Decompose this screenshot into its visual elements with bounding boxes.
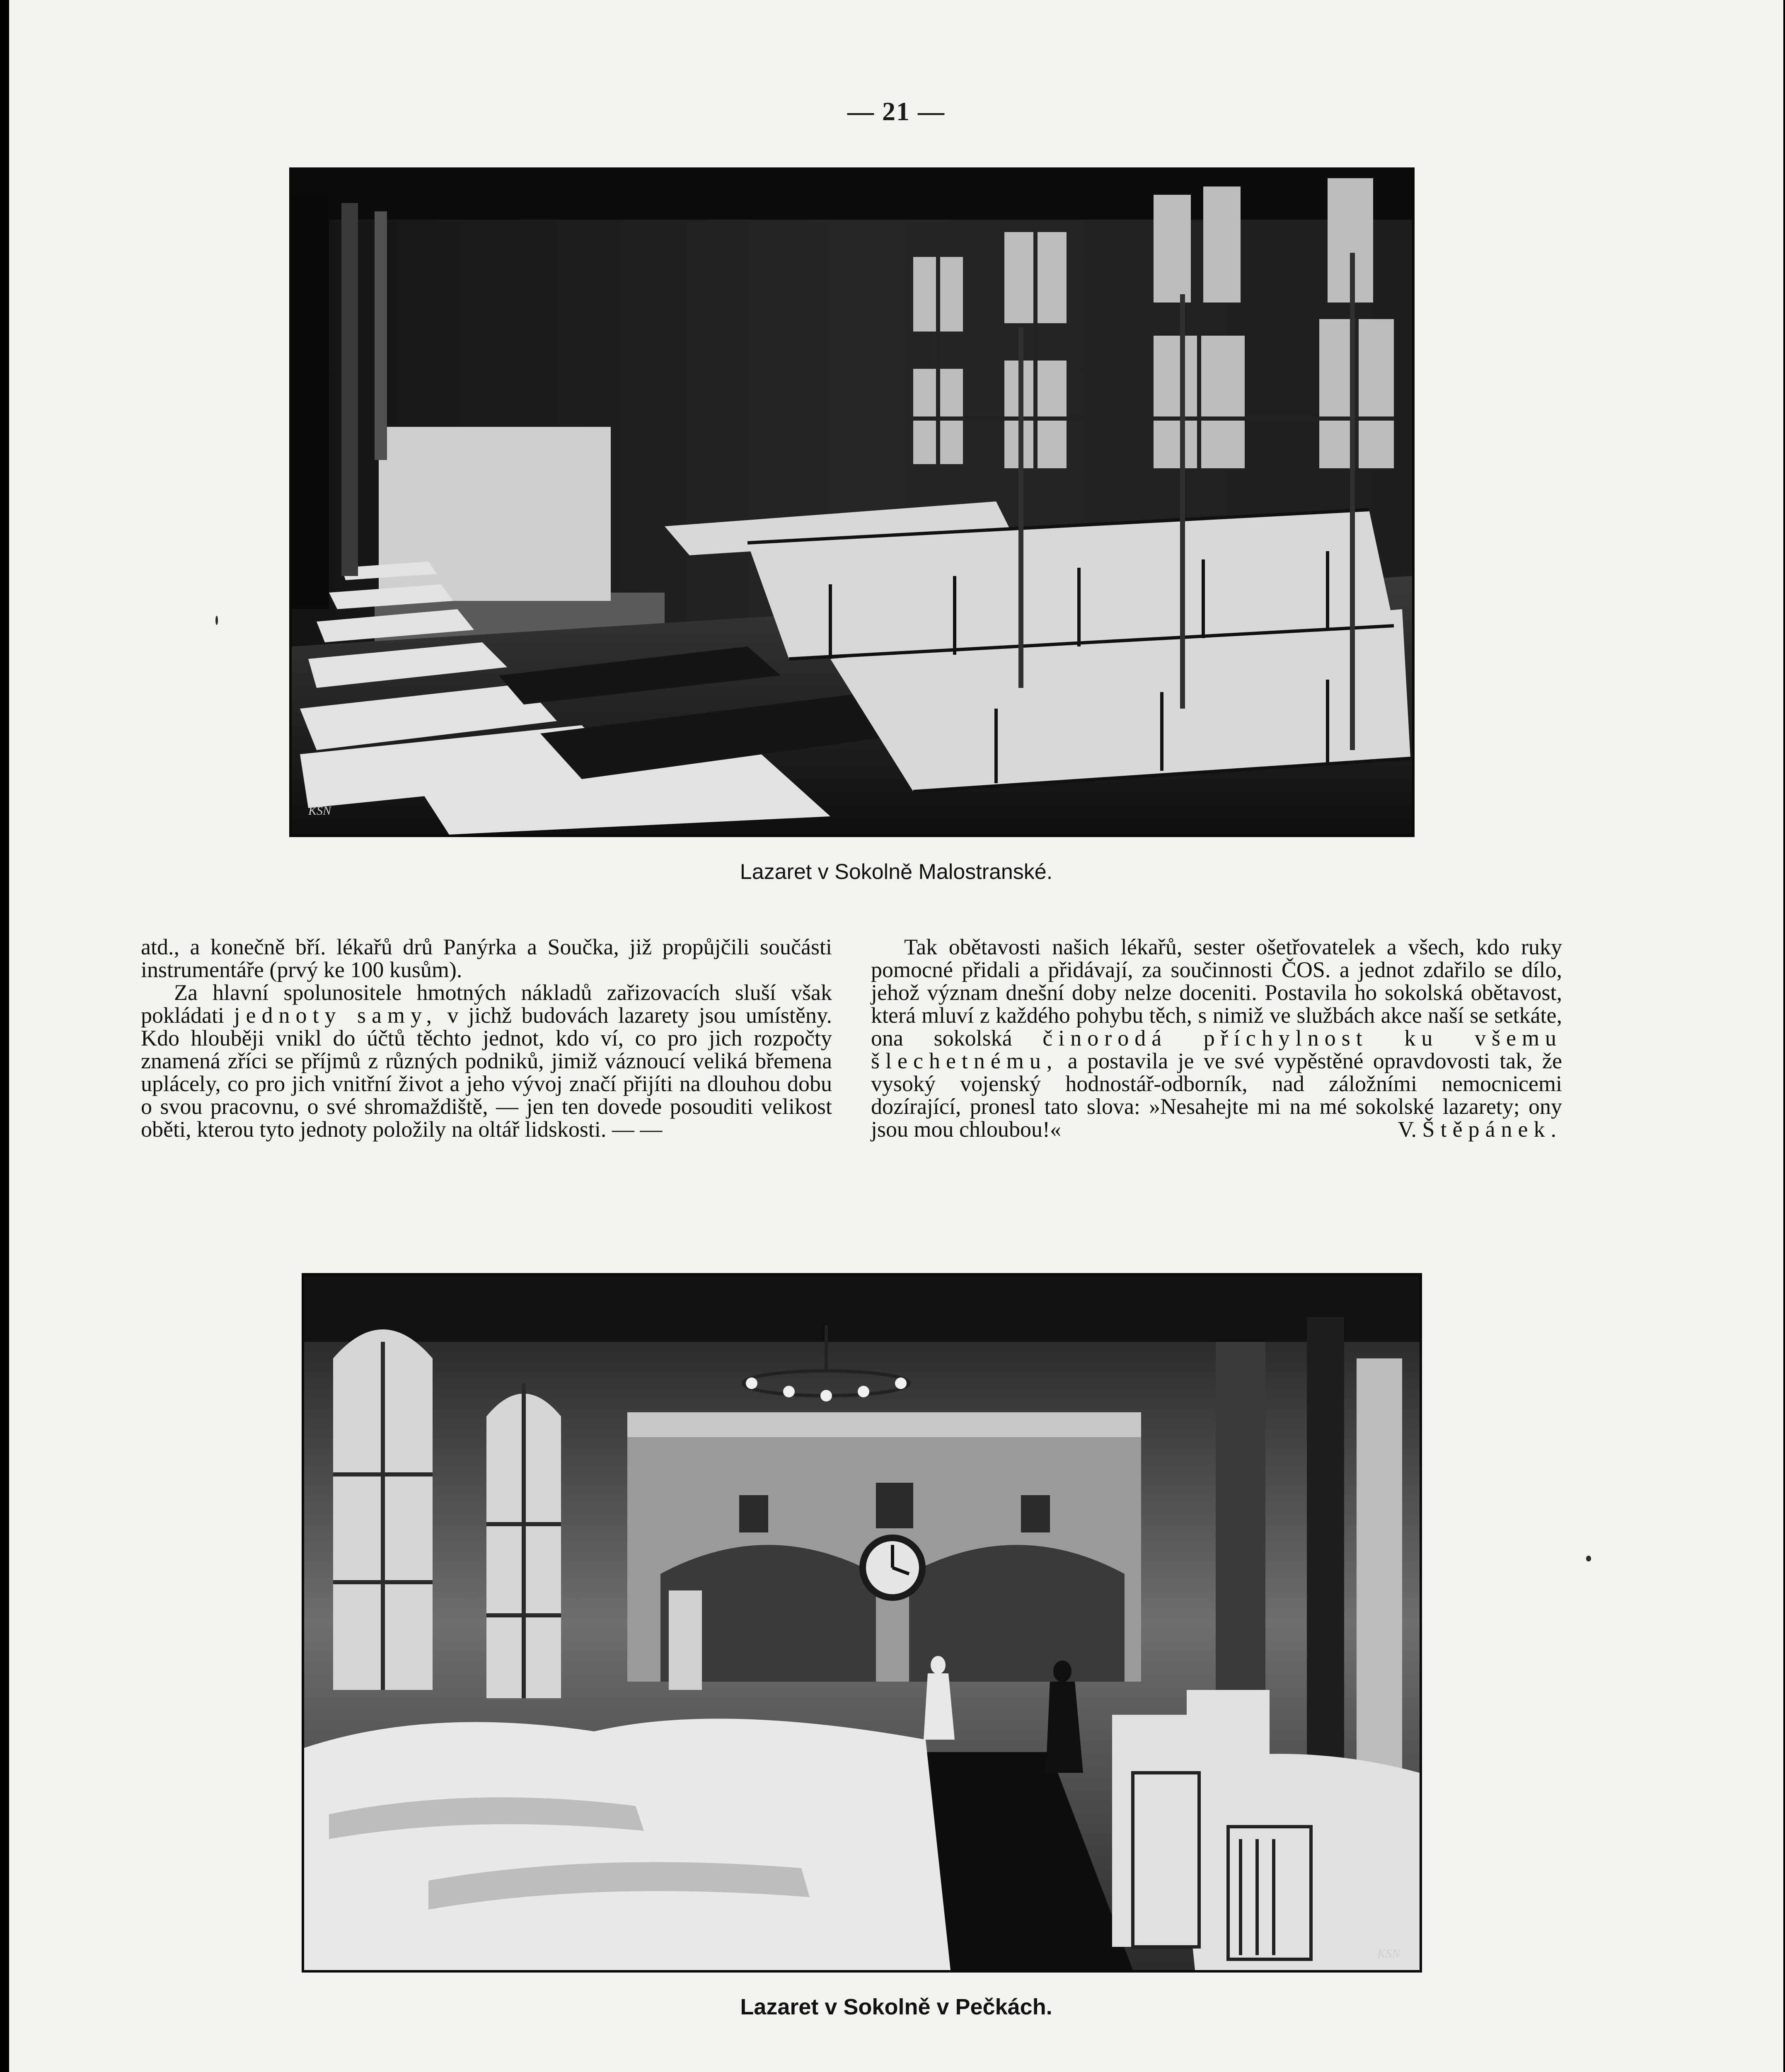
paragraph: [141, 981, 832, 1141]
signature-initial: V.: [1398, 1117, 1417, 1142]
emphasized-text: činorodá příchylnost ku všemu šlechetnému,: [871, 1026, 1562, 1073]
photo-hospital-hall-icon: [302, 1273, 1422, 1973]
photo-hospital-ward-icon: [289, 167, 1415, 837]
paragraph: atd., a konečně bří. lékařů drů Panýrka a Součka, již propůjčili součásti instrumentáře (prvý ke 100 kusům).: [141, 934, 832, 982]
document-page: [9, 0, 1783, 2072]
article-column-left: [141, 936, 832, 1141]
print-speck: [215, 616, 218, 625]
emphasized-text: jednoty samy,: [234, 1003, 438, 1028]
paragraph-text: v jichž budovách lazarety jsou umístěny. Kdo hlouběji vnikl do účtů těchto jednot, kdo ví, co pro jich rozpočty znamená zříci se příjmů z různých podniků, jimiž váznoucí veliká břemena uplácely, co pro jich vnitřní život a jeho vývoj značí přijíti na dlouhou dobu o svou pracovnu, o své shromaždiště, — jen ten dovede posouditi velikost oběti, kterou tyto jednoty položily na oltář lidskosti. — —: [141, 1003, 832, 1142]
figure-caption: Lazaret v Sokolně Malostranské.: [740, 860, 1053, 884]
figure-caption: Lazaret v Sokolně v Pečkách.: [740, 1995, 1052, 2019]
paragraph: [871, 936, 1562, 1141]
paragraph-text: Za hlavní spolunositele hmotných nákladů zařizovacích sluší však pokládati: [141, 980, 832, 1028]
photo-mark: KSN: [308, 804, 331, 818]
article-column-right: [871, 936, 1562, 1141]
photo-mark: KSN: [1377, 1947, 1400, 1961]
signature-name: Štěpánek.: [1422, 1117, 1562, 1142]
paragraph-text: Tak obětavosti našich lékařů, sester ošetřovatelek a všech, kdo ruky pomocné přidali a přidávají, za součinnosti ČOS. a jednot zdařilo se dílo, jehož význam dnešní doby nelze doceniti. Postavila ho sokolská obětavost, která mluví z každého pohybu těch, s nimiž ve službách akce naší se setkáte, ona sokolská: [871, 934, 1562, 1051]
print-speck: [1586, 1556, 1591, 1561]
page-number: — 21 —: [847, 97, 945, 126]
paragraph-text: a postavila je ve své vypěstěné opravdovosti tak, že vysoký vojenský hodnostář-odborník, nad záložními nemocnicemi dozírající, pronesl tato slova: »Nesahejte mi na mé sokolské lazarety; ony jsou mou chloubou!«: [871, 1048, 1562, 1142]
